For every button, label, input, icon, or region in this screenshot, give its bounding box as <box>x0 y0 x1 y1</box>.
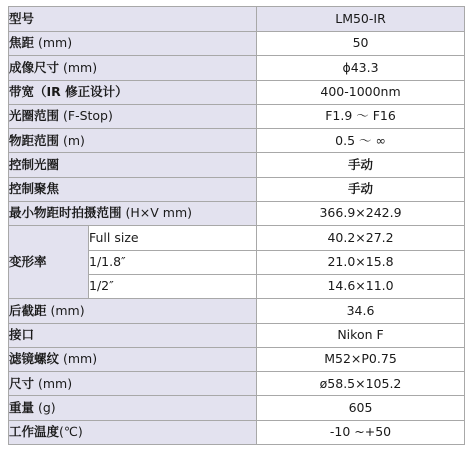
row-label-cell <box>9 177 257 201</box>
row-value: 605 <box>257 396 465 420</box>
row-label-cell <box>9 56 257 80</box>
row-label-cell <box>9 32 257 56</box>
row-value: 手动 <box>257 177 465 201</box>
row-value: F1.9 ～ F16 <box>257 104 465 128</box>
row-label: 焦距 <box>9 35 35 51</box>
table-row <box>9 80 465 104</box>
row-label: 控制聚焦 <box>9 181 60 197</box>
row-value: 366.9×242.9 <box>257 202 465 226</box>
row-unit: (F-Stop) <box>63 108 113 124</box>
row-label: 后截距 <box>9 302 47 318</box>
header-label-cell <box>9 7 257 32</box>
row-label: 成像尺寸 <box>9 59 60 75</box>
row-value: ø58.5×105.2 <box>257 372 465 396</box>
row-label: 最小物距时拍摄范围 <box>9 205 122 221</box>
row-value: Nikon F <box>257 323 465 347</box>
row-value: 手动 <box>257 153 465 177</box>
distortion-group-label: 变形率 <box>9 226 89 299</box>
row-label: 控制光圈 <box>9 156 60 172</box>
table-row <box>9 56 465 80</box>
row-unit: (g) <box>38 399 56 415</box>
table-row <box>9 202 465 226</box>
row-label-cell <box>9 202 257 226</box>
row-label-cell <box>9 104 257 128</box>
row-label: 接口 <box>9 326 35 342</box>
row-value: 400-1000nm <box>257 80 465 104</box>
table-row <box>9 323 465 347</box>
table-row <box>9 32 465 56</box>
row-label-cell <box>9 420 257 444</box>
distortion-sub-label: 1/1.8″ <box>89 250 257 274</box>
row-label: 滤镜螺纹 <box>9 351 60 367</box>
row-value: -10 ~+50 <box>257 420 465 444</box>
row-label: 尺寸 <box>9 375 35 391</box>
row-label-cell <box>9 80 257 104</box>
row-unit: (mm) <box>63 351 98 367</box>
row-label-cell <box>9 396 257 420</box>
row-label-cell <box>9 299 257 323</box>
row-unit: (mm) <box>38 375 73 391</box>
row-label-cell <box>9 153 257 177</box>
row-value: 0.5 ～ ∞ <box>257 129 465 153</box>
table-row <box>9 153 465 177</box>
row-label-cell <box>9 347 257 371</box>
table-row <box>9 226 465 250</box>
row-label: 工作温度 <box>9 424 60 440</box>
row-label: 带宽 <box>9 83 35 99</box>
header-value: LM50-IR <box>257 7 465 32</box>
header-label: 型号 <box>9 10 35 26</box>
distortion-value: 40.2×27.2 <box>257 226 465 250</box>
row-label-cell <box>9 372 257 396</box>
table-row <box>9 177 465 201</box>
distortion-sub-label: 1/2″ <box>89 274 257 298</box>
row-unit: (℃) <box>59 424 83 440</box>
row-unit: (m) <box>63 132 85 148</box>
table-row <box>9 129 465 153</box>
row-unit: （IR 修正设计） <box>34 83 128 99</box>
spec-table <box>8 6 465 445</box>
row-unit: (mm) <box>38 35 73 51</box>
row-unit: (mm) <box>50 302 85 318</box>
table-header-row <box>9 7 465 32</box>
row-label-cell <box>9 323 257 347</box>
table-row <box>9 372 465 396</box>
distortion-value: 21.0×15.8 <box>257 250 465 274</box>
table-row <box>9 396 465 420</box>
row-unit: (mm) <box>63 59 98 75</box>
table-row <box>9 104 465 128</box>
row-label-cell <box>9 129 257 153</box>
row-value: M52×P0.75 <box>257 347 465 371</box>
distortion-value: 14.6×11.0 <box>257 274 465 298</box>
distortion-sub-label: Full size <box>89 226 257 250</box>
row-label: 光圈范围 <box>9 108 60 124</box>
row-unit: (H×V mm) <box>125 205 193 221</box>
row-value: 50 <box>257 32 465 56</box>
table-row <box>9 420 465 444</box>
table-row <box>9 347 465 371</box>
row-label: 重量 <box>9 399 35 415</box>
table-row <box>9 299 465 323</box>
row-value: 34.6 <box>257 299 465 323</box>
row-value: ϕ43.3 <box>257 56 465 80</box>
row-label: 物距范围 <box>9 132 60 148</box>
